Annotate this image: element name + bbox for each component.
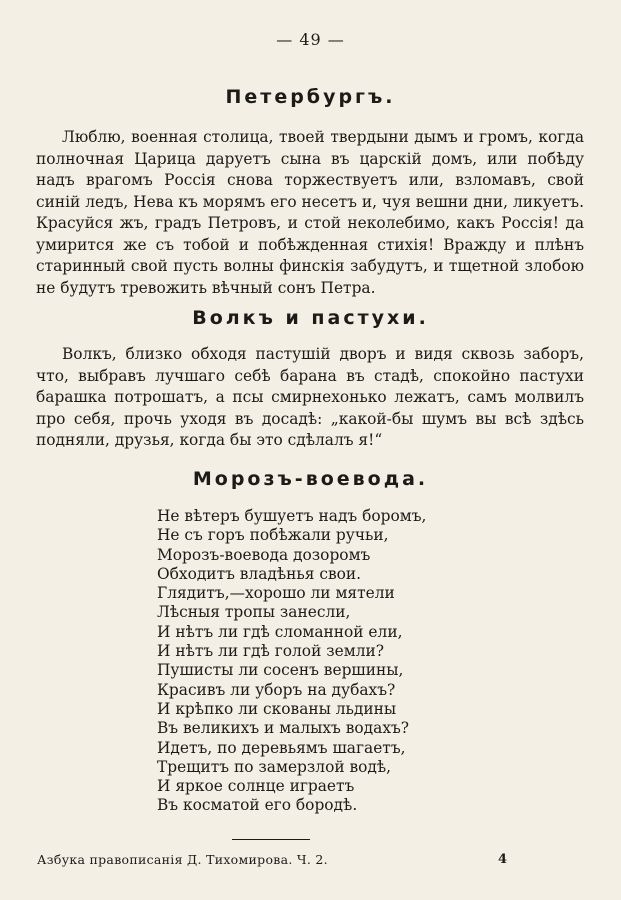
page-number: — 49 — (276, 30, 345, 49)
section-title-petersburg: Петербургъ. (225, 86, 396, 108)
poem-line: Красивъ ли уборъ на дубахъ? (157, 680, 396, 699)
poem-line: Пушисты ли сосенъ вершины, (157, 661, 404, 680)
section-text-petersburg (36, 127, 584, 299)
paragraph-wolf: Волкъ, близко обходя пастушій дворъ и видя сквозь заборъ, что, выбравъ лучшаго себѣ барана въ стадѣ, спокойно пастухи барашка потрошатъ, а псы смирнехонько лежатъ, самъ молвилъ про себя, прочь уходя въ досадѣ: „какой-бы шумъ вы всѣ здѣсь подняли, друзья, когда бы это сдѣлалъ я!“ (36, 345, 584, 449)
paragraph-petersburg: Люблю, военная столица, твоей твердыни дымъ и громъ, когда полночная Царица даруетъ сына въ царскій домъ, или побѣду надъ врагомъ Россія снова торжествуетъ или, взломавъ, свой синій ледъ, Нева къ морямъ его несетъ и, чуя вешни дни, ликуетъ. Красуйся жъ, градъ Петровъ, и стой неколебимо, какъ Россія! да умирится же съ тобой и побѣжденная стихія! Вражду и плѣнъ старинный свой пусть волны финскія забудутъ, и тщетной злобою не будутъ тревожить вѣчный сонъ Петра. (36, 128, 584, 297)
section-title-frost: Морозъ-воевода. (192, 468, 429, 490)
poem-line: Идетъ, по деревьямъ шагаетъ, (157, 738, 406, 757)
poem-line: Обходитъ владѣнья свои. (157, 564, 362, 583)
poem-line: И нѣтъ ли гдѣ сломанной ели, (157, 622, 403, 641)
poem-line: Трещитъ по замерзлой водѣ, (157, 757, 392, 776)
poem-line: И нѣтъ ли гдѣ голой земли? (157, 642, 384, 661)
poem-line: Въ великихъ и малыхъ водахъ? (157, 719, 410, 738)
footer-signature-number: 4 (498, 852, 508, 867)
footer-divider (232, 839, 310, 840)
poem-line: Не съ горъ побѣжали ручьи, (157, 526, 389, 545)
poem-line: И яркое солнце играетъ (157, 777, 355, 796)
poem-line: Въ косматой его бородѣ. (157, 796, 358, 815)
footer-book-title: Азбука правописанія Д. Тихомирова. Ч. 2. (37, 852, 328, 867)
poem-frost (157, 507, 487, 816)
section-text-wolf (36, 344, 584, 452)
poem-line: Лѣсныя тропы занесли, (157, 603, 351, 622)
poem-line: Глядитъ,—хорошо ли мятели (157, 584, 395, 603)
poem-line: Не вѣтеръ бушуетъ надъ боромъ, (157, 507, 427, 525)
section-title-wolf: Волкъ и пастухи. (192, 307, 429, 329)
poem-line: И крѣпко ли скованы льдины (157, 699, 397, 718)
poem-line: Морозъ-воевода дозоромъ (157, 545, 371, 564)
